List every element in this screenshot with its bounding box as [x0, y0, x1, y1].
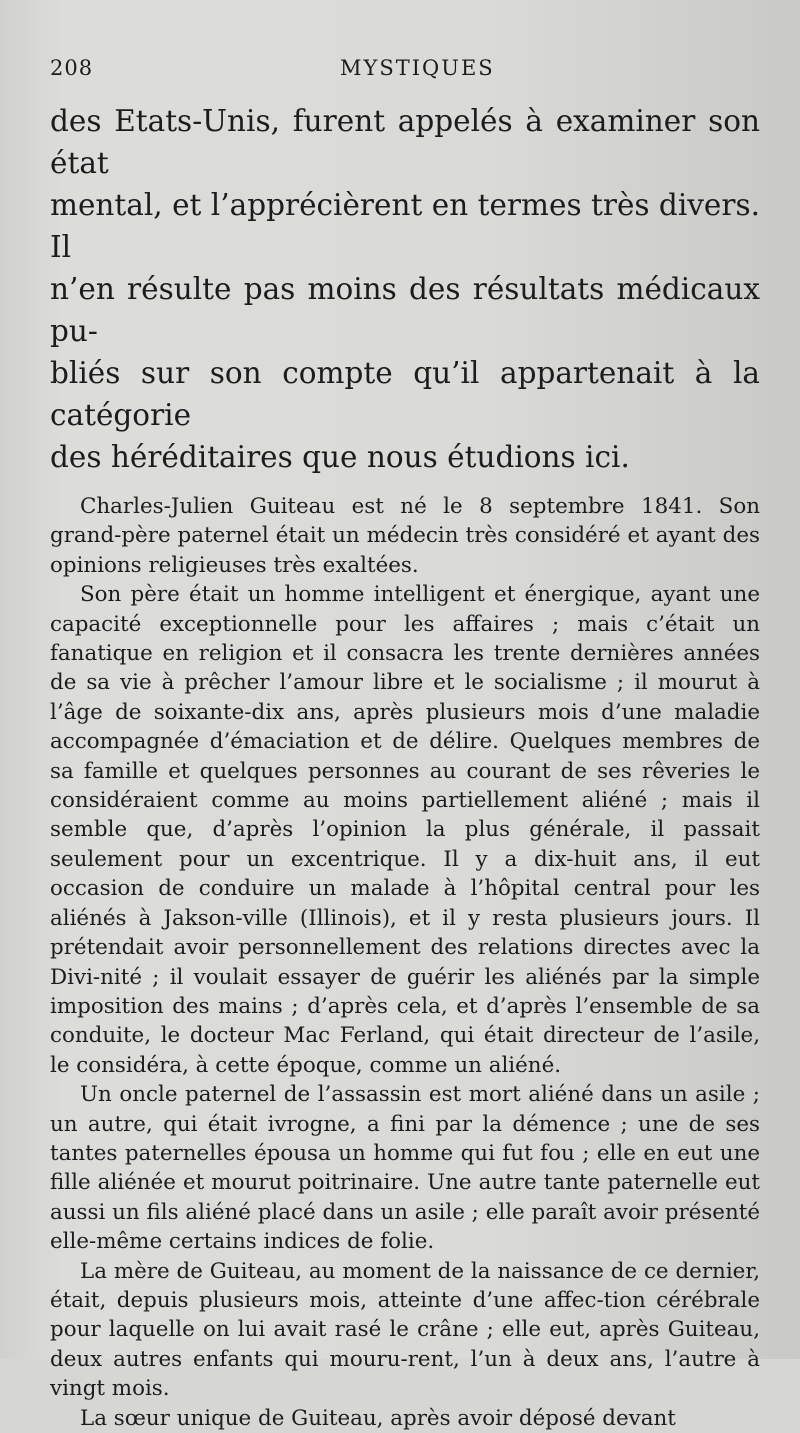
- paragraph: Un oncle paternel de l’assassin est mort aliéné dans un asile ; un autre, qui était ivrogne, a fini par la démence ; une de ses tantes paternelles épousa un homme qui fut fou ; elle en eut une fille aliénée et mourut poitrinaire. Une autre tante paternelle eut aussi un fils aliéné placé dans un asile ; elle paraît avoir présenté elle-même certains indices de folie.: [50, 1082, 760, 1255]
- large-text-line: des Etats-Unis, furent appelés à examiner son état: [50, 104, 760, 180]
- small-print-body: [50, 492, 760, 1433]
- paragraph: La mère de Guiteau, au moment de la naissance de ce dernier, était, depuis plusieurs mois, atteinte d’une affec-tion cérébrale pour laquelle on lui avait rasé le crâne ; elle eut, après Guiteau, deux autres enfants qui mouru-rent, l’un à deux ans, l’autre à vingt mois.: [50, 1258, 760, 1402]
- large-text-line: mental, et l’apprécièrent en termes très divers. Il: [50, 188, 760, 264]
- page-header: [50, 56, 760, 100]
- paragraph: La sœur unique de Guiteau, après avoir déposé devant: [80, 1405, 676, 1431]
- paragraph: Charles-Julien Guiteau est né le 8 septembre 1841. Son grand-père paternel était un médecin très considéré et ayant des opinions religieuses très exaltées.: [50, 494, 760, 578]
- large-print-passage: [50, 100, 760, 478]
- large-text-line: des héréditaires que nous étudions ici.: [50, 440, 630, 474]
- running-title: MYSTIQUES: [340, 56, 495, 80]
- paragraph: Son père était un homme intelligent et énergique, ayant une capacité exceptionnelle pour les affaires ; mais c’était un fanatique en religion et il consacra les trente dernières années de sa vie à prêcher l’amour libre et le socialisme ; il mourut à l’âge de soixante-dix ans, après plusieurs mois d’une maladie accompagnée d’émaciation et de délire. Quelques membres de sa famille et quelques personnes au courant de ses rêveries le considéraient comme au moins partiellement aliéné ; mais il semble que, d’après l’opinion la plus générale, il passait seulement pour un excentrique. Il y a dix-huit ans, il eut occasion de conduire un malade à l’hôpital central pour les aliénés à Jakson-ville (Illinois), et il y resta plusieurs jours. Il prétendait avoir personnellement des relations directes avec la Divi-nité ; il voulait essayer de guérir les aliénés par la simple imposition des mains ; d’après cela, et d’après l’ensemble de sa conduite, le docteur Mac Ferland, qui était directeur de l’asile, le considéra, à cette époque, comme un aliéné.: [50, 582, 760, 1078]
- large-text-line: bliés sur son compte qu’il appartenait à la catégorie: [50, 356, 760, 432]
- large-text-line: n’en résulte pas moins des résultats médicaux pu-: [50, 272, 760, 348]
- page-number: 208: [50, 56, 94, 80]
